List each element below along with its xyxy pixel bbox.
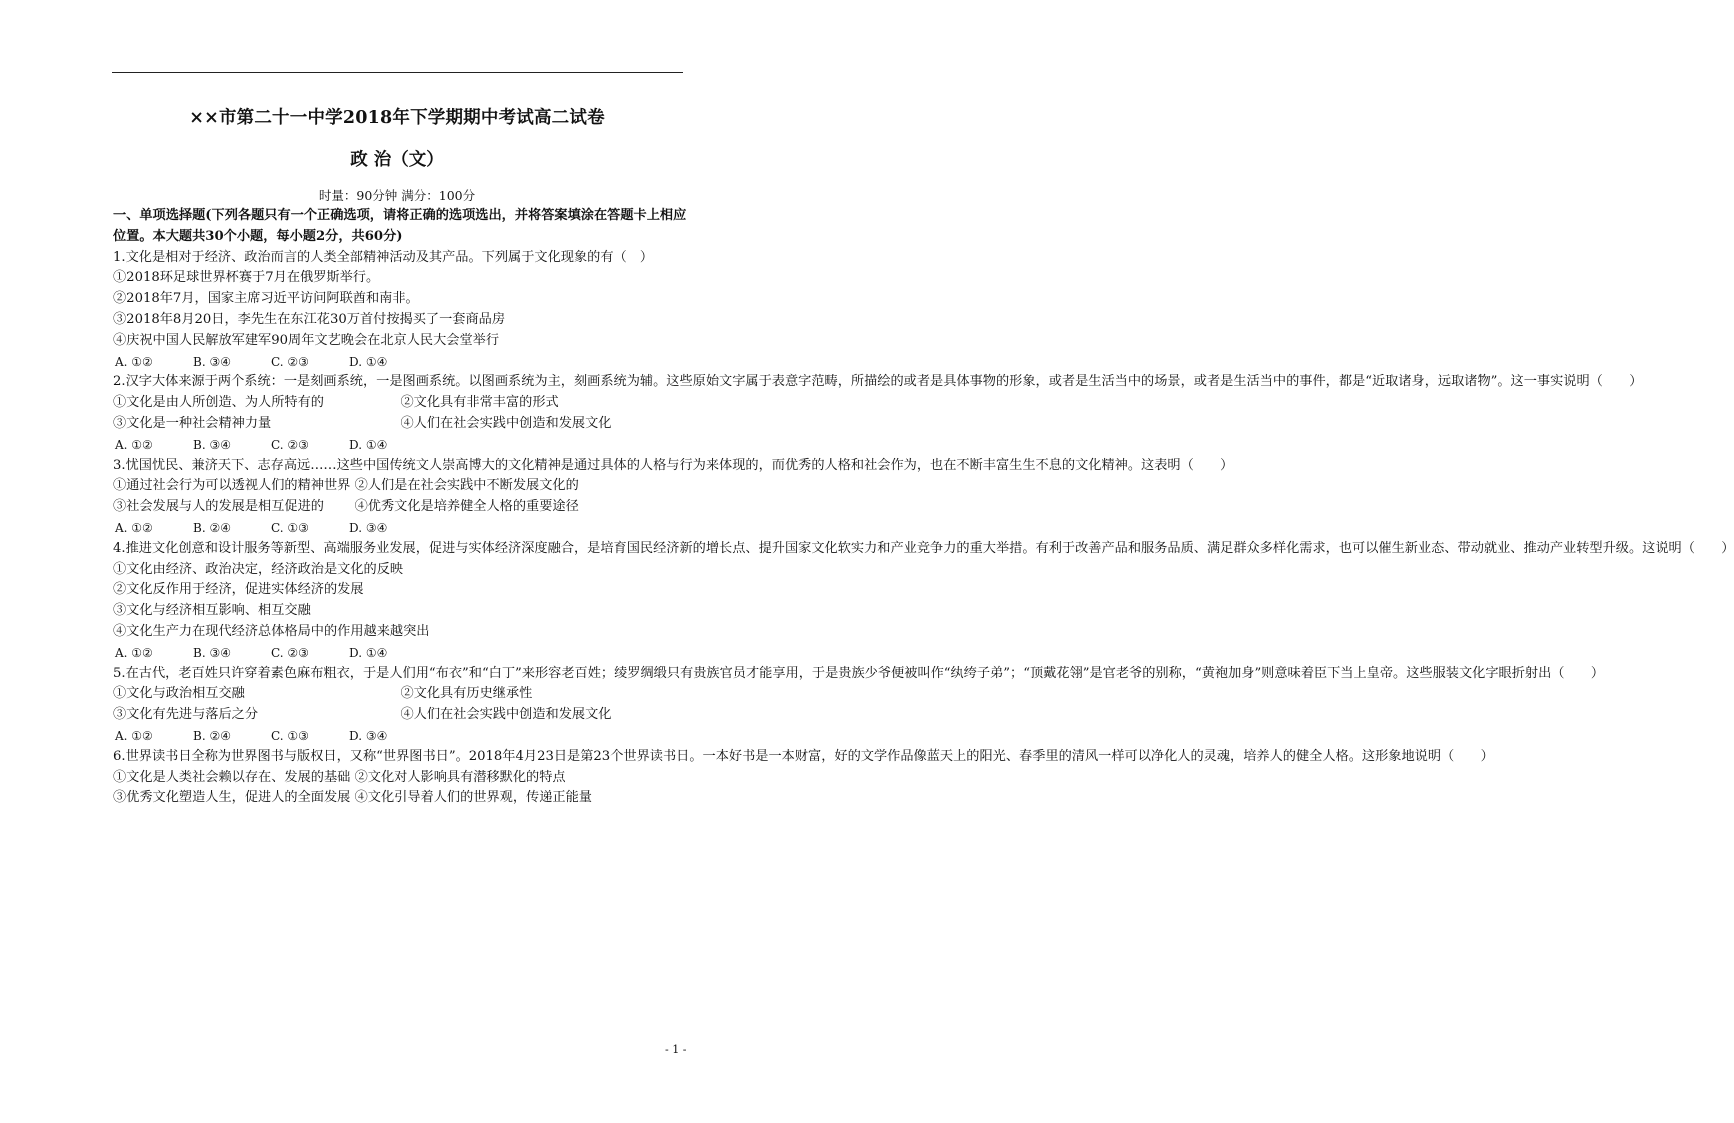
answer-choice-c: C. ①③ (271, 520, 309, 535)
answer-choice-b: B. ②④ (193, 520, 231, 535)
answer-choice-d: D. ③④ (349, 728, 388, 743)
question-1-option: ①2018环足球世界杯赛于7月在俄罗斯举行。 (113, 270, 380, 286)
question-5-option: ②文化具有历史继承性 (400, 686, 533, 702)
answer-choice-c: C. ②③ (271, 645, 309, 660)
answer-choice-d: D. ①④ (349, 437, 388, 452)
question-4-answers (113, 643, 688, 664)
question-3-option: ①通过社会行为可以透视人们的精神世界 ②人们是在社会实践中不断发展文化的 (113, 478, 579, 494)
answer-choice-a: A. ①② (115, 728, 153, 743)
answer-choice-b: B. ②④ (193, 728, 231, 743)
answer-choice-a: A. ①② (115, 645, 153, 660)
question-1-option: ④庆祝中国人民解放军建军90周年文艺晚会在北京人民大会堂举行 (113, 332, 500, 348)
answer-choice-a: A. ①② (115, 437, 153, 452)
question-6-stem: 6.世界读书日全称为世界图书与版权日，又称“世界图书日”。2018年4月23日是第23个世界读书日。一本好书是一本财富，好的文学作品像蓝天上的阳光、春季里的清风一样可以净化人的灵魂，培养人的健全人格。这形象地说明（ ） (113, 748, 1494, 764)
question-4-option: ②文化反作用于经济，促进实体经济的发展 (113, 582, 364, 598)
question-4-option: ③文化与经济相互影响、相互交融 (113, 603, 311, 619)
question-5-option: ③文化有先进与落后之分 (113, 707, 259, 723)
question-5-answers (113, 726, 688, 747)
answer-choice-b: B. ③④ (193, 645, 231, 660)
answer-choice-c: C. ②③ (271, 354, 309, 369)
question-2-option: ①文化是由人所创造、为人所特有的 (113, 395, 324, 411)
answer-choice-a: A. ①② (115, 520, 153, 535)
question-5-options-row (113, 705, 688, 726)
answer-choice-c: C. ②③ (271, 437, 309, 452)
question-1-option: ③2018年8月20日，李先生在东江花30万首付按揭买了一套商品房 (113, 311, 506, 327)
question-2-stem: 2.汉字大体来源于两个系统：一是刻画系统，一是图画系统。以图画系统为主，刻画系统为辅。这些原始文字属于表意字范畴，所描绘的或者是具体事物的形象，或者是生活当中的场景，或者是生活当中的事件，都是“近取诸身，远取诸物”。这一事实说明（ ） (113, 374, 1643, 390)
header-rule (112, 72, 683, 73)
question-4-option: ④文化生产力在现代经济总体格局中的作用越来越突出 (113, 623, 430, 639)
exam-meta: 时量：90分钟 满分：100分 (318, 188, 476, 203)
question-5-stem: 5.在古代，老百姓只许穿着素色麻布粗衣，于是人们用“布衣”和“白丁”来形容老百姓；绫罗绸缎只有贵族官员才能享用，于是贵族少爷便被叫作“纨绔子弟”；“顶戴花翎”是官老爷的别称，“黄袍加身”则意味着臣下当上皇帝。这些服装文化字眼折射出（ ） (113, 665, 1605, 681)
answer-choice-d: D. ③④ (349, 520, 388, 535)
question-3-answers (113, 518, 688, 539)
question-2-options-row (113, 393, 688, 414)
question-1-option: ②2018年7月，国家主席习近平访问阿联酋和南非。 (113, 291, 419, 307)
answer-choice-c: C. ①③ (271, 728, 309, 743)
question-2-option: ②文化具有非常丰富的形式 (400, 395, 559, 411)
question-2-option: ④人们在社会实践中创造和发展文化 (400, 415, 612, 431)
question-4-stem: 4.推进文化创意和设计服务等新型、高端服务业发展，促进与实体经济深度融合，是培育国民经济新的增长点、提升国家文化软实力和产业竞争力的重大举措。有利于改善产品和服务品质、满足群众多样化需求，也可以催生新业态、带动就业、推动产业转型升级。这说明（ ） (113, 540, 1734, 556)
answer-choice-d: D. ①④ (349, 645, 388, 660)
answer-choice-d: D. ①④ (349, 354, 388, 369)
question-1-stem: 1.文化是相对于经济、政治而言的人类全部精神活动及其产品。下列属于文化现象的有（ ） (113, 249, 654, 265)
page-number: - 1 - (665, 1043, 687, 1056)
question-2-options-row (113, 414, 688, 435)
question-4-option: ①文化由经济、政治决定，经济政治是文化的反映 (113, 561, 404, 577)
question-6-option: ③优秀文化塑造人生，促进人的全面发展 ④文化引导着人们的世界观，传递正能量 (113, 790, 592, 806)
question-2-option: ③文化是一种社会精神力量 (113, 415, 272, 431)
answer-choice-a: A. ①② (115, 354, 153, 369)
question-5-option: ④人们在社会实践中创造和发展文化 (400, 707, 612, 723)
exam-title: ××市第二十一中学2018年下学期期中考试高二试卷 (189, 108, 605, 128)
question-5-option: ①文化与政治相互交融 (113, 686, 245, 702)
answer-choice-b: B. ③④ (193, 354, 231, 369)
question-1-answers (113, 352, 688, 373)
question-2-answers (113, 435, 688, 456)
answer-choice-b: B. ③④ (193, 437, 231, 452)
question-6-option: ①文化是人类社会赖以存在、发展的基础 ②文化对人影响具有潜移默化的特点 (113, 769, 566, 785)
question-5-options-row (113, 684, 688, 705)
section-heading: 一、单项选择题(下列各题只有一个正确选项，请将正确的选项选出，并将答案填涂在答题卡上相应位置。本大题共30个小题，每小题2分，共60分) (113, 208, 687, 244)
exam-subject: 政 治（文） (350, 150, 444, 170)
question-3-stem: 3.忧国忧民、兼济天下、志存高远……这些中国传统文人崇高博大的文化精神是通过具体的人格与行为来体现的，而优秀的人格和社会作为，也在不断丰富生生不息的文化精神。这表明（ ） (113, 457, 1234, 473)
question-3-option: ③社会发展与人的发展是相互促进的 ④优秀文化是培养健全人格的重要途径 (113, 499, 579, 515)
exam-content (113, 206, 1734, 809)
